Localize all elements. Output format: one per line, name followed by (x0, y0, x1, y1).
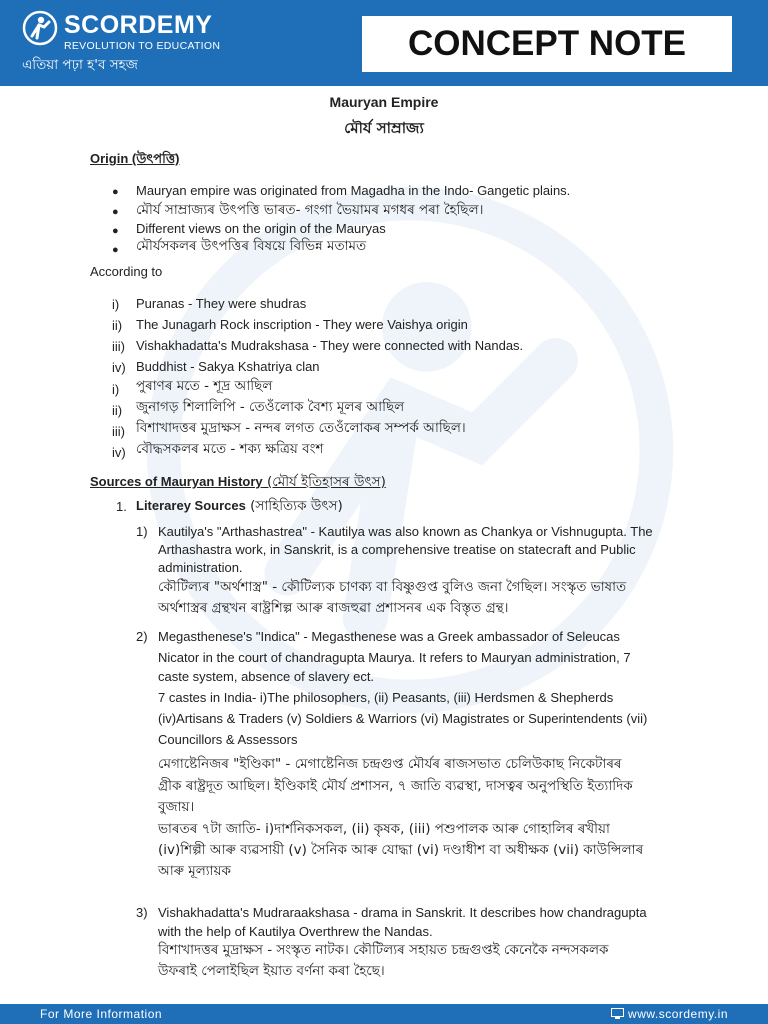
brand-tagline: REVOLUTION TO EDUCATION (64, 40, 221, 52)
brand-name: SCORDEMY (64, 11, 213, 39)
view-number: i) (112, 382, 120, 397)
view-number: iii) (112, 424, 125, 439)
footer-website-link[interactable] (611, 1007, 728, 1021)
source-line: Kautilya's "Arthashastrea" - Kautilya was also known as Chankya or Vishnugupta. The (158, 524, 653, 539)
source-line: Vishakhadatta's Mudraraakshasa - drama in Sanskrit. It describes how chandragupta (158, 905, 647, 920)
concept-note-title: CONCEPT NOTE (362, 16, 732, 72)
view-number: iv) (112, 360, 126, 375)
view-item: জুনাগড় শিলালিপি - তেওঁলোক বৈশ্য মূলৰ আছিল (136, 399, 405, 415)
source-line-assamese: অৰ্থশাস্ত্ৰৰ গ্ৰন্থখন ৰাষ্ট্ৰশিল্প আৰু ৰাজহুৱা প্ৰশাসনৰ এক বিস্তৃত গ্ৰন্থ। (158, 600, 509, 616)
sources-heading-assamese: (মৌৰ্য ইতিহাসৰ উৎস) (262, 474, 386, 490)
bullet: ● (112, 225, 119, 237)
source-line-assamese: কৌটিল্যৰ "অৰ্থশাস্ত্ৰ" - কৌটিল্যক চাণক্য বা বিষ্ণুগুপ্ত বুলিও জনা গৈছিল। সংস্কৃত ভাষাত (158, 579, 627, 595)
brand-tagline-assamese: এতিয়া পঢ়া হ'ব সহজ (22, 57, 138, 73)
footer-website-text: www.scordemy.in (628, 1007, 728, 1021)
view-item: বিশাখাদত্তৰ মুদ্ৰাক্ষস - নন্দৰ লগত তেওঁলোকৰ সম্পৰ্ক আছিল। (136, 420, 466, 436)
literary-heading-assamese: (সাহিত্যিক উৎস) (245, 498, 343, 514)
source-line: Nicator in the court of chandragupta Maurya. It refers to Mauryan administration, 7 (158, 650, 631, 665)
bullet: ● (112, 206, 119, 218)
origin-bullet: Mauryan empire was originated from Magadha in the Indo- Gangetic plains. (136, 183, 571, 198)
source-line: 7 castes in India- i)The philosophers, (ii) Peasants, (iii) Herdsmen & Shepherds (158, 690, 614, 705)
view-item: Puranas - They were shudras (136, 296, 307, 311)
source-line: with the help of Kautilya Overthrew the Nandas. (158, 924, 433, 939)
view-number: iii) (112, 339, 125, 354)
according-to-label: According to (90, 264, 163, 279)
web-icon (611, 1008, 624, 1019)
source-line-assamese: ভাৰতৰ ৭টা জাতি- i)দাৰ্শনিকসকল, (ii) কৃষক, (iii) পশুপালক আৰু গোহালিৰ ৰখীয়া (158, 821, 610, 837)
source-line-assamese: বুজায়। (158, 799, 195, 815)
origin-heading: Origin (উৎপত্তি) (90, 151, 180, 166)
view-number: i) (112, 297, 120, 312)
source-number: 3) (136, 905, 148, 920)
doc-title-english: Mauryan Empire (329, 94, 439, 110)
source-line-assamese: (iv)শিল্পী আৰু ব্যৱসায়ী (v) সৈনিক আৰু যোদ্ধা (vi) দণ্ডাধীশ বা অধীক্ষক (vii) কাউন্সিলাৰ (158, 842, 644, 858)
view-number: ii) (112, 403, 123, 418)
sources-heading-english: Sources of Mauryan History (90, 474, 263, 489)
view-item: বৌদ্ধসকলৰ মতে - শক্য ক্ষত্ৰিয় বংশ (136, 441, 324, 457)
footer-more-info: For More Information (40, 1007, 163, 1021)
origin-bullet: মৌৰ্যসকলৰ উৎপত্তিৰ বিষয়ে বিভিন্ন মতামত (136, 238, 367, 254)
view-item: Vishakhadatta's Mudrakshasa - They were connected with Nandas. (136, 338, 524, 353)
source-line: (iv)Artisans & Traders (v) Soldiers & Warriors (vi) Magistrates or Superintendents (vii) (158, 711, 648, 726)
source-number: 1) (136, 524, 148, 539)
source-number: 2) (136, 629, 148, 644)
literary-number: 1. (116, 499, 127, 514)
sources-heading (90, 475, 386, 491)
footer-bar (0, 1004, 768, 1024)
source-line: Megasthenese's "Indica" - Megasthenese was a Greek ambassador of Seleucas (158, 629, 620, 644)
source-line-assamese: বিশাখাদত্তৰ মুদ্ৰাক্ষস - সংস্কৃত নাটক। কৌটিল্যৰ সহায়ত চন্দ্ৰগুপ্তই কেনেকৈ নন্দসকলক (158, 942, 609, 958)
doc-title-assamese: মৌৰ্য সাম্ৰাজ্য (344, 119, 424, 137)
origin-bullet: Different views on the origin of the Mauryas (136, 221, 386, 236)
origin-bullet: মৌৰ্য সাম্ৰাজ্যৰ উৎপত্তি ভাৰত- গংগা ভৈয়ামৰ মগধৰ পৰা হৈছিল। (136, 202, 484, 218)
source-line: administration. (158, 560, 243, 575)
view-item: পুৰাণৰ মতে - শূদ্ৰ আছিল (136, 378, 273, 394)
source-line: Arthashastra work, in Sanskrit, is a comprehensive treatise on statecraft and Public (158, 542, 636, 557)
view-item: The Junagarh Rock inscription - They were Vaishya origin (136, 317, 468, 332)
literary-heading (136, 499, 343, 515)
source-line: caste system, absence of slavery ect. (158, 669, 375, 684)
view-number: iv) (112, 445, 126, 460)
literary-heading-english: Literarey Sources (136, 498, 246, 513)
view-number: ii) (112, 318, 123, 333)
source-line-assamese: আৰু মূল্যায়ক (158, 863, 231, 879)
source-line-assamese: গ্ৰীক ৰাষ্ট্ৰদূত আছিল। ইণ্ডিকাই মৌৰ্য প্ৰশাসন, ৭ জাতি ব্যৱস্থা, দাসত্বৰ অনুপস্থিতি ইত্যাদিক (158, 778, 633, 794)
bullet: ● (112, 244, 119, 256)
bullet: ● (112, 186, 119, 198)
source-line: Councillors & Assessors (158, 732, 298, 747)
source-line-assamese: উফৰাই পেলাইছিল ইয়াত বৰ্ণনা কৰা হৈছে। (158, 963, 385, 979)
view-item: Buddhist - Sakya Kshatriya clan (136, 359, 320, 374)
source-line-assamese: মেগাষ্টেনিজৰ "ইণ্ডিকা" - মেগাষ্টেনিজ চন্দ্ৰগুপ্ত মৌৰ্যৰ ৰাজসভাত চেলিউকাছ নিকেটাৰৰ (158, 756, 622, 772)
